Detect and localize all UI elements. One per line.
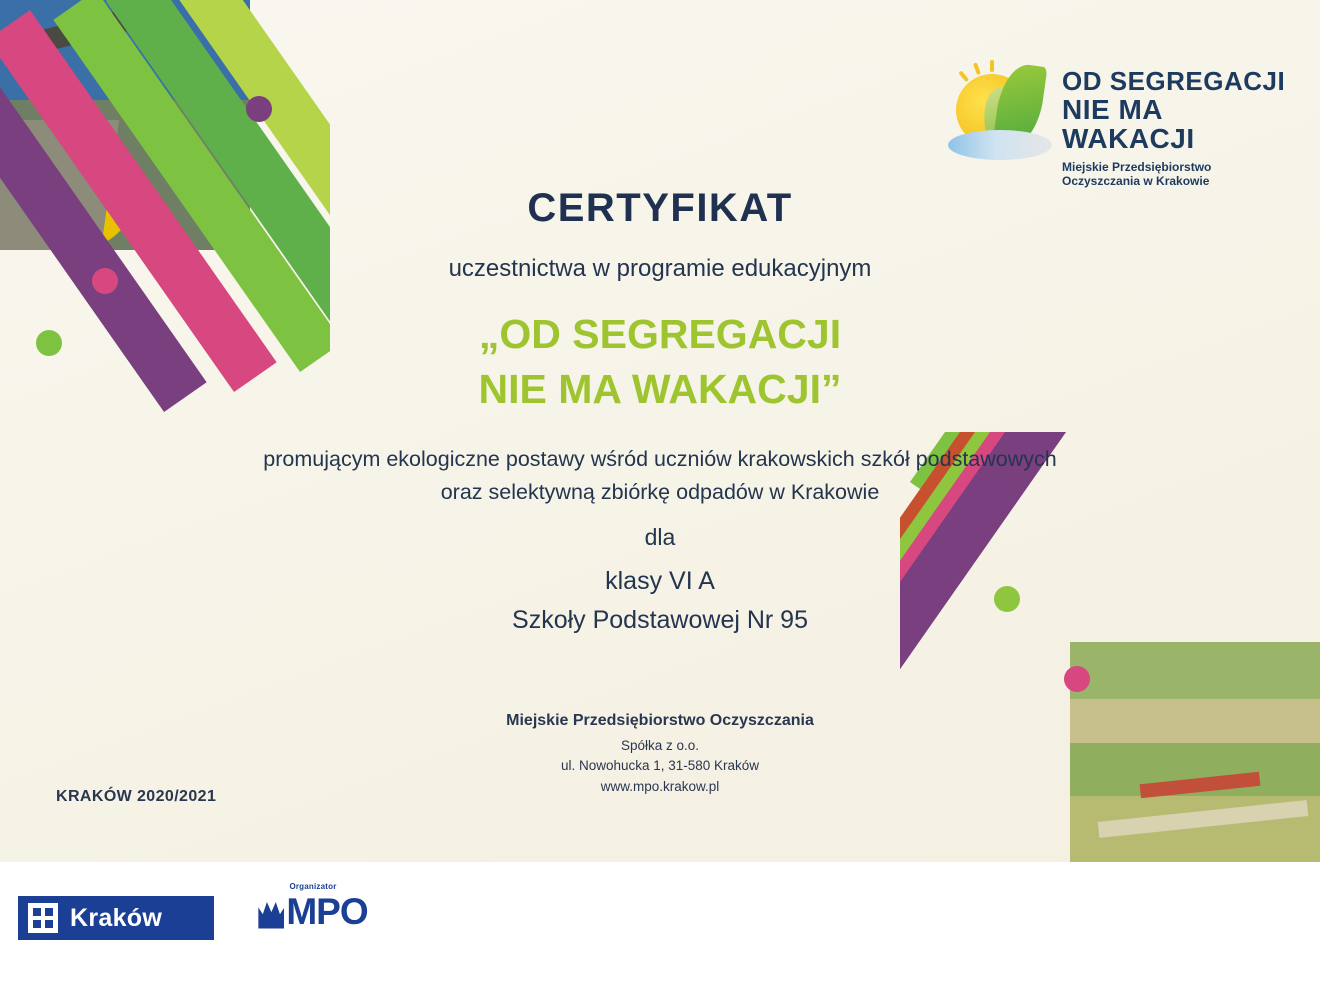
certificate-description bbox=[180, 443, 1140, 510]
issuer-name: Miejskie Przedsiębiorstwo Oczyszczania bbox=[506, 712, 814, 729]
puzzle-knob-5 bbox=[1064, 666, 1090, 692]
issuer-legal-form: Spółka z o.o. bbox=[620, 738, 700, 753]
issuer-block bbox=[330, 712, 990, 797]
description-line2: oraz selektywną zbiórkę odpadów w Krakowie bbox=[440, 480, 880, 505]
issuer-address: ul. Nowohucka 1, 31-580 Kraków bbox=[560, 758, 760, 774]
krakow-crest-icon bbox=[28, 903, 58, 933]
sun-leaf-icon bbox=[946, 58, 1056, 166]
program-logo-line1: OD SEGREGACJI bbox=[1062, 66, 1286, 96]
krakow-logo-label: Kraków bbox=[70, 903, 163, 932]
krakow-logo bbox=[18, 896, 214, 940]
sun-ray-icon bbox=[990, 60, 994, 72]
photo-tile-bottom-right bbox=[1070, 642, 1320, 862]
program-logo-sub1: Miejskie Przedsiębiorstwo bbox=[1062, 160, 1212, 175]
program-name-line1: „OD SEGREGACJI bbox=[478, 311, 842, 357]
organizator-label: Organizator bbox=[289, 882, 337, 891]
place-and-year: KRAKÓW 2020/2021 bbox=[56, 788, 217, 805]
puzzle-knob-1 bbox=[92, 268, 118, 294]
program-logo bbox=[946, 58, 1286, 189]
issuer-website: www.mpo.krakow.pl bbox=[600, 778, 720, 794]
certificate-title: CERTYFIKAT bbox=[527, 186, 793, 230]
program-logo-text bbox=[1056, 58, 1286, 188]
program-logo-line2: NIE MA WAKACJI bbox=[1062, 94, 1195, 155]
sun-ray-icon bbox=[973, 62, 981, 75]
mpo-logo-row bbox=[248, 893, 378, 930]
swoosh-icon bbox=[948, 130, 1052, 160]
puzzle-knob-3 bbox=[246, 96, 272, 122]
recipient-school: Szkoły Podstawowej Nr 95 bbox=[512, 605, 808, 634]
program-name bbox=[180, 307, 1140, 417]
mpo-logo-label: MPO bbox=[286, 891, 368, 932]
description-line1: promującym ekologiczne postawy wśród uczniów krakowskich szkół podstawowych bbox=[263, 446, 1057, 471]
mpo-logo bbox=[248, 882, 378, 954]
certificate-text-block bbox=[180, 186, 1140, 635]
recipient-class: klasy VI A bbox=[605, 566, 715, 595]
footer-bar bbox=[0, 862, 1320, 990]
program-logo-sub2: Oczyszczania w Krakowie bbox=[1062, 174, 1210, 189]
crown-icon bbox=[258, 895, 284, 929]
certificate-subtitle: uczestnictwa w programie edukacyjnym bbox=[448, 255, 872, 282]
sun-ray-icon bbox=[958, 70, 969, 82]
puzzle-knob-2 bbox=[36, 330, 62, 356]
for-label: dla bbox=[644, 523, 676, 550]
program-name-line2: NIE MA WAKACJI” bbox=[478, 365, 842, 412]
